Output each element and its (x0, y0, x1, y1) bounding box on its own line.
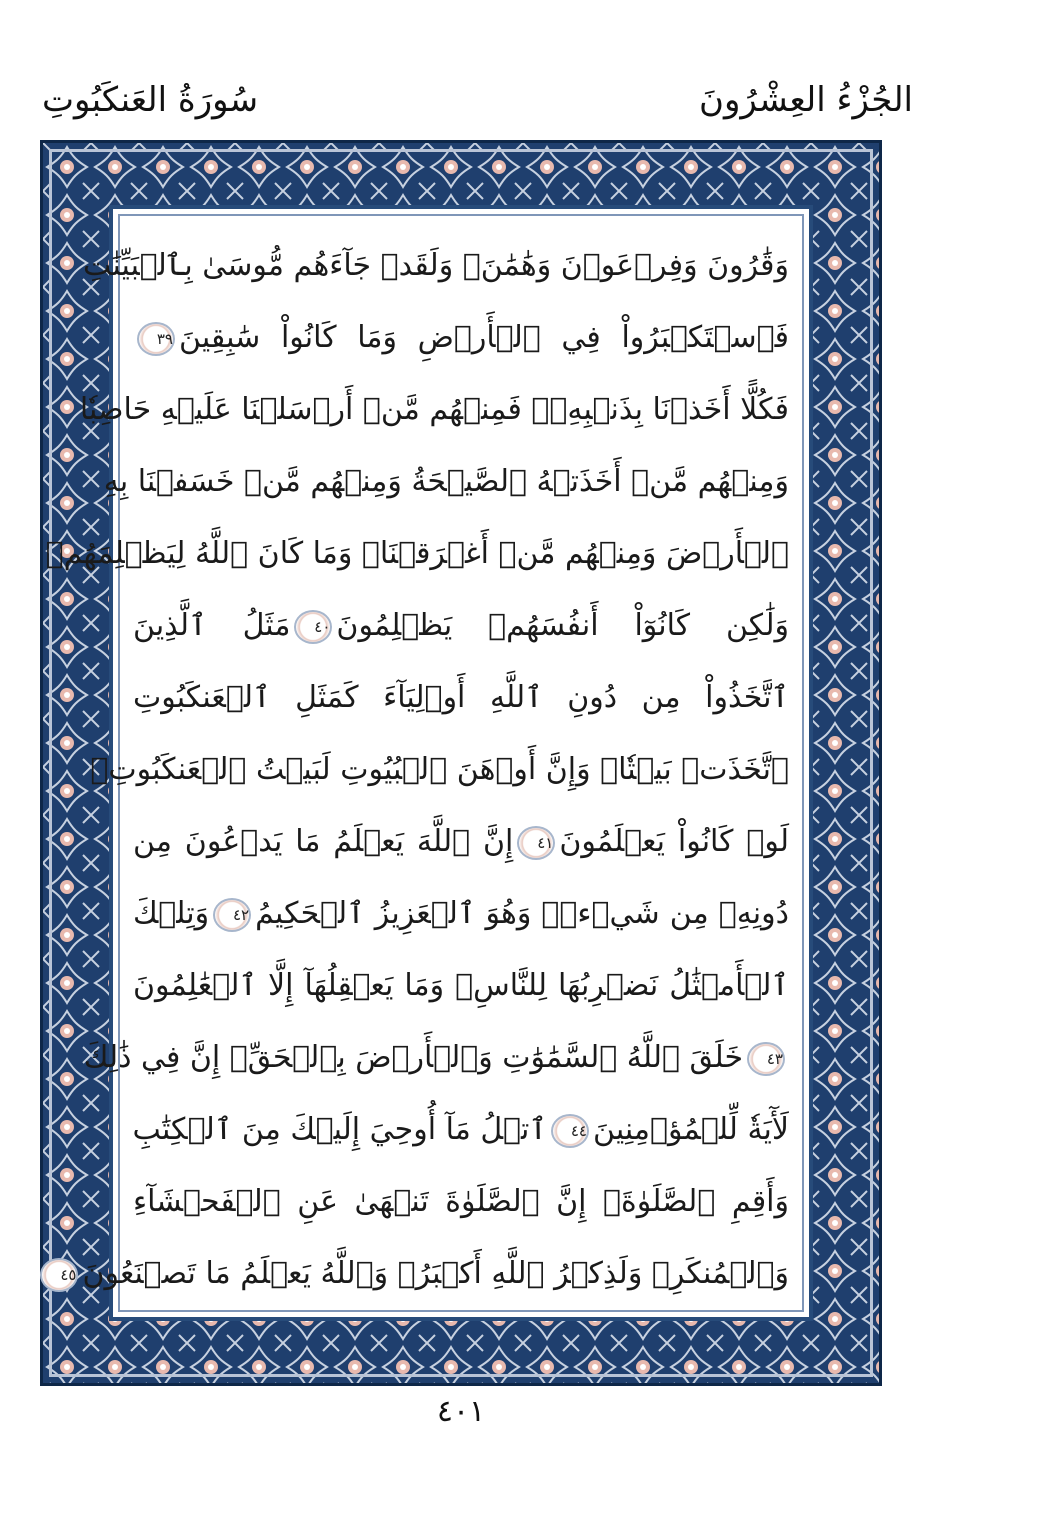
ayah-marker-icon: ٤١ (517, 826, 555, 860)
verse-text: وَلَٰكِن كَانُوٓاْ أَنفُسَهُمۡ يَظۡلِمُونَ (336, 608, 790, 643)
verse-text: وَأَقِمِ ٱلصَّلَوٰةَۖ إِنَّ ٱلصَّلَوٰةَ تَنۡهَىٰ عَنِ ٱلۡفَحۡشَآءِ (133, 1184, 789, 1219)
verse-line (90, 735, 789, 805)
verse-line (133, 1167, 789, 1237)
verse-line (79, 375, 789, 445)
verse-text-continued: إِنَّ ٱللَّهَ يَعۡلَمُ مَا يَدۡعُونَ مِن (133, 824, 514, 859)
verse-line (83, 231, 789, 301)
ayah-marker-icon: ٤٥ (40, 1258, 78, 1292)
verse-text: ٱلۡأَرۡضَ وَمِنۡهُم مَّنۡ أَغۡرَقۡنَاۚ وَمَا كَانَ ٱللَّهُ لِيَظۡلِمَهُمۡ (45, 536, 789, 571)
verse-lines (45, 209, 809, 1317)
verse-text: ٱتَّخَذُواْ مِن دُونِ ٱللَّهِ أَوۡلِيَآءَ كَمَثَلِ ٱلۡعَنكَبُوتِ (133, 680, 789, 715)
verse-line (83, 1023, 789, 1093)
verse-line (133, 1095, 789, 1165)
ayah-marker-icon: ٤٠ (294, 610, 332, 644)
verse-text-continued: خَلَقَ ٱللَّهُ ٱلسَّمَٰوَٰتِ وَٱلۡأَرۡضَ بِٱلۡحَقِّۚ إِنَّ فِي ذَٰلِكَ (83, 1040, 743, 1075)
verse-line (133, 951, 789, 1021)
surah-name: سُورَةُ العَنكَبُوتِ (42, 80, 259, 120)
ornamental-frame (40, 140, 882, 1386)
page-number: ٤٠١ (436, 1394, 486, 1429)
juz-name: الجُزْءُ العِشْرُونَ (699, 80, 913, 120)
verse-text: ٱتَّخَذَتۡ بَيۡتٗاۖ وَإِنَّ أَوۡهَنَ ٱلۡبُيُوتِ لَبَيۡتُ ٱلۡعَنكَبُوتِۚ (90, 752, 789, 787)
page-header (0, 72, 1063, 132)
ayah-marker-icon: ٣٩ (137, 322, 175, 356)
verse-text: فَٱسۡتَكۡبَرُواْ فِي ٱلۡأَرۡضِ وَمَا كَانُواْ سَٰبِقِينَ (179, 320, 789, 355)
verse-text: وَقَٰرُونَ وَفِرۡعَوۡنَ وَهَٰمَٰنَۖ وَلَقَدۡ جَآءَهُم مُّوسَىٰ بِٱلۡبَيِّنَٰتِ (83, 248, 789, 283)
ayah-marker-icon: ٤٤ (551, 1114, 589, 1148)
text-panel (45, 205, 813, 1321)
verse-text: فَكُلًّا أَخَذۡنَا بِذَنۢبِهِۦۖ فَمِنۡهُم مَّنۡ أَرۡسَلۡنَا عَلَيۡهِ حَاصِبٗا (79, 392, 789, 427)
ayah-marker-icon: ٤٣ (747, 1042, 785, 1076)
verse-line (60, 1239, 789, 1309)
verse-text: لَأٓيَةٗ لِّلۡمُؤۡمِنِينَ (592, 1112, 789, 1147)
verse-text: ٱلۡأَمۡثَٰلُ نَضۡرِبُهَا لِلنَّاسِۖ وَمَا يَعۡقِلُهَآ إِلَّا ٱلۡعَٰلِمُونَ (133, 968, 789, 1003)
verse-text: وَمِنۡهُم مَّنۡ أَخَذَتۡهُ ٱلصَّيۡحَةُ وَمِنۡهُم مَّنۡ خَسَفۡنَا بِهِ (103, 464, 789, 499)
verse-line (45, 519, 789, 589)
verse-text-continued: ٱتۡلُ مَآ أُوحِيَ إِلَيۡكَ مِنَ ٱلۡكِتَٰبِ (132, 1112, 547, 1147)
verse-text: دُونِهِۦ مِن شَيۡءٖۚ وَهُوَ ٱلۡعَزِيزُ ٱلۡحَكِيمُ (255, 896, 789, 931)
verse-text-continued: وَتِلۡكَ (133, 896, 210, 931)
verse-line (133, 807, 789, 877)
verse-line (133, 303, 789, 373)
verse-line (133, 591, 789, 661)
verse-text-continued: مَثَلُ ٱلَّذِينَ (133, 608, 291, 643)
verse-line (133, 879, 789, 949)
verse-line (133, 663, 789, 733)
verse-text: وَٱلۡمُنكَرِۗ وَلَذِكۡرُ ٱللَّهِ أَكۡبَرُۗ وَٱللَّهُ يَعۡلَمُ مَا تَصۡنَعُونَ (82, 1256, 789, 1291)
verse-text: لَوۡ كَانُواْ يَعۡلَمُونَ (559, 824, 789, 859)
ayah-marker-icon: ٤٢ (213, 898, 251, 932)
verse-line (103, 447, 789, 517)
